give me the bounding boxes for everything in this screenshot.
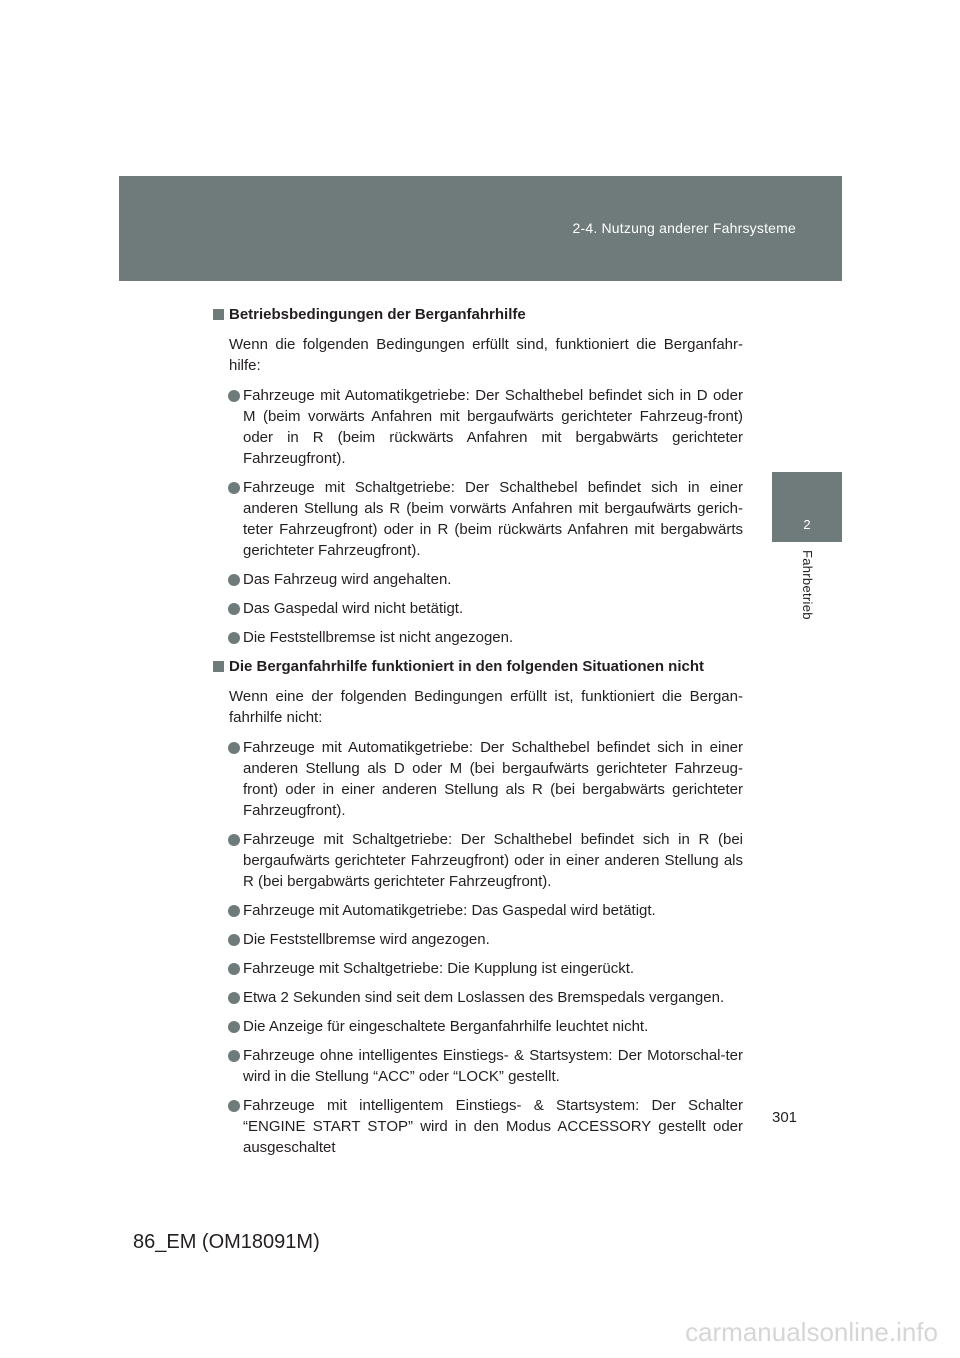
circle-bullet-icon <box>228 482 240 494</box>
list-item-text: Die Feststellbremse ist nicht angezogen. <box>243 629 514 646</box>
watermark: carmanualsonline.info <box>685 1317 938 1347</box>
list-item <box>213 1095 743 1158</box>
circle-bullet-icon <box>228 574 240 586</box>
list-item <box>213 929 743 950</box>
list-item-text: Fahrzeuge mit Automatikgetriebe: Der Schalthebel befindet sich in D oder M (beim vorwärts Anfahren mit bergaufwärts gerichteter Fahrzeug-front) oder in R (beim rückwärts Anfahren mit bergabwärts gerichteter Fahrzeugfront). <box>243 387 743 467</box>
section-heading <box>213 304 743 325</box>
list-item-text: Fahrzeuge mit Automatikgetriebe: Der Schalthebel befindet sich in einer anderen Stellung als D oder M (bei bergaufwärts gerichteter Fahrzeug-front) oder in einer anderen Stellung als R (bei bergabwärts gerichteter Fahrzeugfront). <box>243 739 743 819</box>
section-intro: Wenn die folgenden Bedingungen erfüllt sind, funktioniert die Berganfahr-hilfe: <box>229 336 743 374</box>
square-bullet-icon <box>213 661 224 672</box>
list-item-text: Das Gaspedal wird nicht betätigt. <box>243 600 464 617</box>
section-intro: Wenn eine der folgenden Bedingungen erfüllt ist, funktioniert die Bergan-fahrhilfe nicht: <box>229 688 743 726</box>
circle-bullet-icon <box>228 742 240 754</box>
list-item <box>213 598 743 619</box>
section-heading <box>213 656 743 677</box>
list-item-text: Fahrzeuge ohne intelligentes Einstiegs- & Startsystem: Der Motorschal-ter wird in die Stellung “ACC” oder “LOCK” gestellt. <box>243 1047 743 1085</box>
list-item-text: Etwa 2 Sekunden sind seit dem Loslassen des Bremspedals vergangen. <box>243 989 725 1006</box>
list-item-text: Fahrzeuge mit Schaltgetriebe: Der Schalthebel befindet sich in einer anderen Stellung als R (beim vorwärts Anfahren mit bergaufwärts gerich-teter Fahrzeugfront) oder in R (beim rückwärts Anfahren mit bergabwärts gerichteter Fahrzeugfront). <box>243 479 743 559</box>
circle-bullet-icon <box>228 905 240 917</box>
document-code: 86_EM (OM18091M) <box>133 1231 320 1253</box>
list-item-text: Fahrzeuge mit Schaltgetriebe: Der Schalthebel befindet sich in R (bei bergaufwärts gerichteter Fahrzeugfront) oder in einer anderen Stellung als R (bei bergabwärts gerichteter Fahrzeugfront). <box>243 831 743 890</box>
list-item <box>213 829 743 892</box>
chapter-label: Fahrbetrieb <box>800 550 815 620</box>
list-item <box>213 477 743 561</box>
list-item <box>213 900 743 921</box>
heading-text: Die Berganfahrhilfe funktioniert in den folgenden Situationen nicht <box>229 658 705 675</box>
heading-text: Betriebsbedingungen der Berganfahrhilfe <box>229 306 526 323</box>
circle-bullet-icon <box>228 390 240 402</box>
circle-bullet-icon <box>228 834 240 846</box>
chapter-number: 2 <box>803 517 811 532</box>
list-item <box>213 987 743 1008</box>
list-item <box>213 958 743 979</box>
list-item <box>213 1016 743 1037</box>
circle-bullet-icon <box>228 1021 240 1033</box>
circle-bullet-icon <box>228 992 240 1004</box>
header-bar <box>119 176 842 281</box>
circle-bullet-icon <box>228 934 240 946</box>
page-content <box>213 304 743 1166</box>
page-number: 301 <box>772 1109 798 1126</box>
circle-bullet-icon <box>228 1100 240 1112</box>
list-item-text: Die Anzeige für eingeschaltete Berganfahrhilfe leuchtet nicht. <box>243 1018 649 1035</box>
chapter-tab <box>772 472 842 542</box>
list-item <box>213 385 743 469</box>
list-item-text: Die Feststellbremse wird angezogen. <box>243 931 490 948</box>
list-item-text: Das Fahrzeug wird angehalten. <box>243 571 452 588</box>
list-item <box>213 1045 743 1087</box>
circle-bullet-icon <box>228 632 240 644</box>
circle-bullet-icon <box>228 1050 240 1062</box>
list-item-text: Fahrzeuge mit intelligentem Einstiegs- & Startsystem: Der Schalter “ENGINE START STOP” wird in den Modus ACCESSORY gestellt oder ausgeschaltet <box>243 1097 743 1156</box>
circle-bullet-icon <box>228 603 240 615</box>
square-bullet-icon <box>213 309 224 320</box>
list-item <box>213 627 743 648</box>
section-title: 2-4. Nutzung anderer Fahrsysteme <box>572 220 796 236</box>
list-item <box>213 569 743 590</box>
circle-bullet-icon <box>228 963 240 975</box>
list-item <box>213 737 743 821</box>
list-item-text: Fahrzeuge mit Schaltgetriebe: Die Kupplung ist eingerückt. <box>243 960 635 977</box>
list-item-text: Fahrzeuge mit Automatikgetriebe: Das Gaspedal wird betätigt. <box>243 902 656 919</box>
